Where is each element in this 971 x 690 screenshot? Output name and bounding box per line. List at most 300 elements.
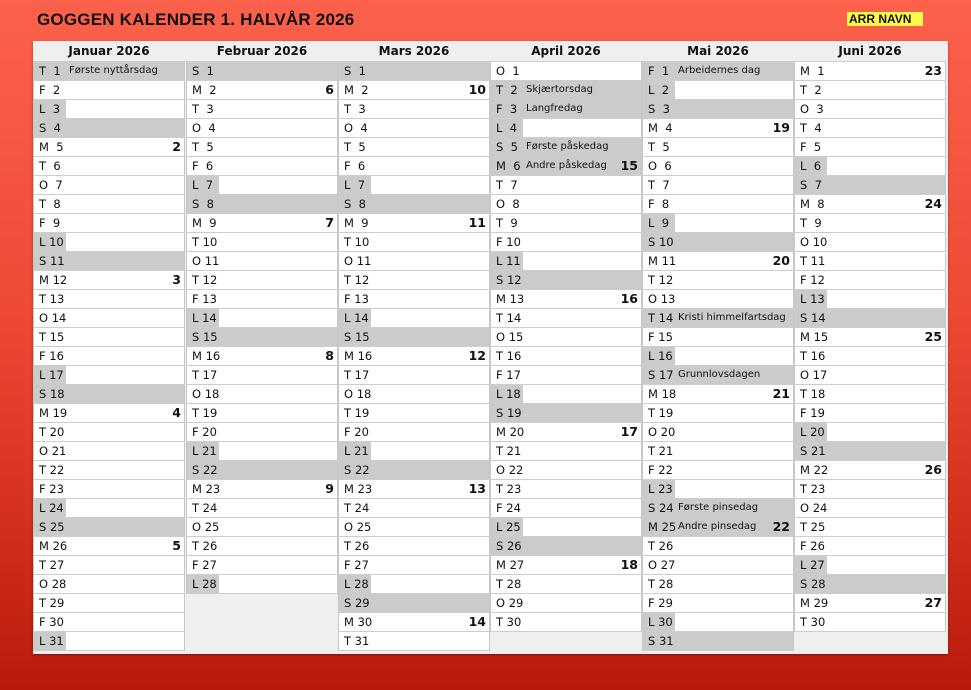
month-column — [338, 41, 490, 651]
day-row[interactable] — [187, 176, 337, 195]
day-row[interactable] — [339, 366, 489, 385]
day-row[interactable] — [643, 518, 793, 537]
day-row[interactable] — [643, 214, 793, 233]
day-label: L 24 — [34, 499, 66, 517]
week-number: 25 — [924, 329, 942, 344]
month-column — [33, 41, 185, 651]
holiday-label: Andre påskedag — [526, 160, 607, 171]
day-row[interactable] — [34, 309, 184, 328]
day-label: S 17 — [648, 368, 674, 382]
day-label: S 25 — [39, 520, 65, 534]
day-label: T 28 — [496, 577, 522, 591]
day-label: F 27 — [344, 558, 369, 572]
day-row[interactable] — [491, 385, 641, 404]
day-label: L 27 — [795, 556, 827, 574]
day-row[interactable] — [34, 100, 184, 119]
day-row[interactable] — [643, 632, 793, 651]
day-row[interactable] — [187, 252, 337, 271]
day-label: F 13 — [192, 292, 217, 306]
day-label: F 9 — [39, 216, 61, 230]
day-row[interactable] — [34, 480, 184, 499]
day-row[interactable] — [491, 309, 641, 328]
day-label: T 20 — [39, 425, 65, 439]
day-row[interactable] — [34, 233, 184, 252]
day-row[interactable] — [187, 233, 337, 252]
day-row[interactable] — [339, 214, 489, 233]
day-label: L 6 — [795, 157, 827, 175]
day-row[interactable] — [795, 233, 945, 252]
day-label: O 20 — [648, 425, 676, 439]
month-title: Mars 2026 — [378, 44, 450, 58]
day-list — [33, 61, 185, 651]
day-row[interactable] — [795, 100, 945, 119]
day-row[interactable] — [643, 309, 793, 328]
day-row[interactable] — [34, 423, 184, 442]
day-label: L 31 — [34, 632, 66, 650]
day-row[interactable] — [187, 575, 337, 594]
day-row[interactable] — [491, 176, 641, 195]
day-row[interactable] — [795, 480, 945, 499]
day-row[interactable] — [339, 119, 489, 138]
day-row[interactable] — [643, 233, 793, 252]
day-row[interactable] — [34, 518, 184, 537]
holiday-label: Langfredag — [526, 103, 583, 114]
day-row[interactable] — [491, 195, 641, 214]
day-row[interactable] — [643, 537, 793, 556]
day-row[interactable] — [643, 157, 793, 176]
day-row[interactable] — [187, 271, 337, 290]
day-label: L 17 — [34, 366, 66, 384]
day-row[interactable] — [643, 176, 793, 195]
day-row[interactable] — [795, 366, 945, 385]
day-row[interactable] — [795, 119, 945, 138]
day-row[interactable] — [187, 347, 337, 366]
day-label: O 29 — [496, 596, 524, 610]
day-row[interactable] — [491, 252, 641, 271]
week-number: 20 — [772, 253, 790, 268]
day-row[interactable] — [187, 404, 337, 423]
week-number: 6 — [325, 82, 334, 97]
day-row[interactable] — [795, 176, 945, 195]
day-label: T 30 — [800, 615, 826, 629]
day-row[interactable] — [643, 100, 793, 119]
day-label: M 6 — [496, 159, 521, 173]
week-number: 12 — [468, 348, 486, 363]
day-label: S 28 — [800, 577, 826, 591]
day-row[interactable] — [339, 176, 489, 195]
day-row[interactable] — [187, 195, 337, 214]
day-row[interactable] — [187, 138, 337, 157]
day-row[interactable] — [491, 442, 641, 461]
day-row[interactable] — [491, 233, 641, 252]
day-row[interactable] — [339, 480, 489, 499]
day-row[interactable] — [795, 328, 945, 347]
day-row[interactable] — [795, 575, 945, 594]
day-row[interactable] — [339, 233, 489, 252]
day-row[interactable] — [491, 81, 641, 100]
day-row[interactable] — [491, 613, 641, 632]
day-row[interactable] — [339, 252, 489, 271]
day-row[interactable] — [339, 594, 489, 613]
day-row[interactable] — [643, 575, 793, 594]
day-row[interactable] — [34, 385, 184, 404]
day-row[interactable] — [795, 461, 945, 480]
day-label: O 24 — [800, 501, 828, 515]
day-row[interactable] — [491, 480, 641, 499]
day-row[interactable] — [34, 195, 184, 214]
day-row[interactable] — [795, 423, 945, 442]
day-label: M 29 — [800, 596, 829, 610]
day-label: M 11 — [648, 254, 677, 268]
day-label: M 9 — [192, 216, 217, 230]
day-row[interactable] — [643, 556, 793, 575]
day-row[interactable] — [795, 290, 945, 309]
day-row[interactable] — [187, 100, 337, 119]
day-label: F 20 — [344, 425, 369, 439]
day-label: T 4 — [800, 121, 822, 135]
week-number: 14 — [468, 614, 486, 629]
day-row[interactable] — [491, 290, 641, 309]
day-row[interactable] — [491, 61, 641, 81]
day-label: F 3 — [496, 102, 518, 116]
day-label: L 3 — [34, 100, 66, 118]
day-row[interactable] — [643, 613, 793, 632]
day-label: T 5 — [192, 140, 214, 154]
day-label: S 11 — [39, 254, 65, 268]
day-label: O 21 — [39, 444, 67, 458]
day-row[interactable] — [795, 385, 945, 404]
day-row[interactable] — [34, 594, 184, 613]
day-row[interactable] — [187, 157, 337, 176]
day-row[interactable] — [187, 290, 337, 309]
day-row[interactable] — [643, 195, 793, 214]
day-row[interactable] — [643, 594, 793, 613]
day-row[interactable] — [643, 461, 793, 480]
day-label: T 3 — [192, 102, 214, 116]
day-row[interactable] — [34, 61, 184, 81]
month-column — [794, 41, 946, 632]
day-row[interactable] — [187, 309, 337, 328]
day-label: O 7 — [39, 178, 63, 192]
day-row[interactable] — [339, 61, 489, 81]
day-label: T 2 — [496, 83, 518, 97]
day-row[interactable] — [643, 499, 793, 518]
day-label: F 27 — [192, 558, 217, 572]
day-label: O 18 — [344, 387, 372, 401]
day-label: O 27 — [648, 558, 676, 572]
day-row[interactable] — [643, 119, 793, 138]
day-label: O 18 — [192, 387, 220, 401]
week-number: 13 — [468, 481, 486, 496]
day-row[interactable] — [491, 537, 641, 556]
day-row[interactable] — [34, 290, 184, 309]
day-row[interactable] — [643, 480, 793, 499]
day-row[interactable] — [187, 461, 337, 480]
day-row[interactable] — [34, 461, 184, 480]
day-list — [490, 61, 642, 632]
day-row[interactable] — [795, 518, 945, 537]
day-label: M 26 — [39, 539, 68, 553]
day-label: M 25 — [648, 520, 677, 534]
day-row[interactable] — [339, 404, 489, 423]
day-row[interactable] — [491, 575, 641, 594]
day-row[interactable] — [34, 271, 184, 290]
day-row[interactable] — [187, 328, 337, 347]
day-row[interactable] — [34, 157, 184, 176]
day-label: T 11 — [800, 254, 826, 268]
day-label: S 4 — [39, 121, 61, 135]
day-row[interactable] — [795, 252, 945, 271]
day-row[interactable] — [339, 556, 489, 575]
day-row[interactable] — [795, 61, 945, 81]
day-row[interactable] — [491, 347, 641, 366]
day-row[interactable] — [795, 81, 945, 100]
day-row[interactable] — [34, 347, 184, 366]
day-row[interactable] — [795, 594, 945, 613]
day-row[interactable] — [795, 404, 945, 423]
day-row[interactable] — [491, 214, 641, 233]
day-label: O 13 — [648, 292, 676, 306]
day-row[interactable] — [491, 138, 641, 157]
day-row[interactable] — [795, 214, 945, 233]
day-label: O 11 — [344, 254, 372, 268]
day-row[interactable] — [643, 61, 793, 81]
day-row[interactable] — [339, 81, 489, 100]
day-row[interactable] — [491, 461, 641, 480]
day-row[interactable] — [339, 499, 489, 518]
day-label: M 27 — [496, 558, 525, 572]
day-row[interactable] — [339, 537, 489, 556]
day-label: T 9 — [496, 216, 518, 230]
day-row[interactable] — [339, 461, 489, 480]
day-row[interactable] — [491, 518, 641, 537]
day-label: T 1 — [39, 64, 61, 78]
day-label: T 10 — [192, 235, 218, 249]
day-row[interactable] — [34, 575, 184, 594]
day-row[interactable] — [187, 480, 337, 499]
day-label: T 5 — [648, 140, 670, 154]
month-title: April 2026 — [531, 44, 601, 58]
day-row[interactable] — [339, 442, 489, 461]
day-label: S 29 — [344, 596, 370, 610]
day-row[interactable] — [339, 385, 489, 404]
day-label: T 26 — [192, 539, 218, 553]
holiday-label: Første påskedag — [526, 141, 609, 152]
day-label: T 12 — [192, 273, 218, 287]
month-title: Juni 2026 — [838, 44, 902, 58]
day-row[interactable] — [643, 404, 793, 423]
day-row[interactable] — [491, 499, 641, 518]
day-label: L 18 — [491, 385, 523, 403]
day-row[interactable] — [643, 442, 793, 461]
day-row[interactable] — [34, 404, 184, 423]
day-row[interactable] — [187, 81, 337, 100]
day-label: T 12 — [344, 273, 370, 287]
week-number: 27 — [924, 595, 942, 610]
day-row[interactable] — [187, 423, 337, 442]
day-label: S 1 — [192, 64, 214, 78]
day-row[interactable] — [339, 632, 489, 651]
day-row[interactable] — [339, 347, 489, 366]
day-row[interactable] — [795, 556, 945, 575]
day-row[interactable] — [795, 138, 945, 157]
week-number: 19 — [772, 120, 790, 135]
day-row[interactable] — [643, 138, 793, 157]
day-row[interactable] — [643, 290, 793, 309]
day-row[interactable] — [643, 347, 793, 366]
day-row[interactable] — [339, 518, 489, 537]
day-row[interactable] — [187, 556, 337, 575]
day-label: T 28 — [648, 577, 674, 591]
day-label: F 29 — [648, 596, 673, 610]
day-row[interactable] — [643, 366, 793, 385]
day-row[interactable] — [34, 632, 184, 651]
day-label: F 30 — [39, 615, 64, 629]
day-label: L 14 — [187, 309, 219, 327]
holiday-label: Første nyttårsdag — [69, 65, 158, 76]
day-row[interactable] — [795, 613, 945, 632]
day-list — [794, 61, 946, 632]
day-label: T 22 — [39, 463, 65, 477]
week-number: 21 — [772, 386, 790, 401]
day-row[interactable] — [491, 328, 641, 347]
day-row[interactable] — [34, 556, 184, 575]
day-row[interactable] — [339, 613, 489, 632]
day-row[interactable] — [491, 594, 641, 613]
day-row[interactable] — [34, 214, 184, 233]
day-row[interactable] — [339, 157, 489, 176]
month-column — [186, 41, 338, 594]
day-row[interactable] — [643, 328, 793, 347]
day-row[interactable] — [34, 537, 184, 556]
month-title: Januar 2026 — [68, 44, 150, 58]
week-number: 24 — [924, 196, 942, 211]
week-number: 17 — [620, 424, 638, 439]
day-row[interactable] — [795, 309, 945, 328]
day-row[interactable] — [34, 499, 184, 518]
day-row[interactable] — [491, 556, 641, 575]
day-row[interactable] — [34, 119, 184, 138]
day-label: S 21 — [800, 444, 826, 458]
day-label: T 19 — [648, 406, 674, 420]
day-label: L 9 — [643, 214, 675, 232]
day-label: M 12 — [39, 273, 68, 287]
day-row[interactable] — [643, 423, 793, 442]
day-label: O 15 — [496, 330, 524, 344]
day-label: T 29 — [39, 596, 65, 610]
day-row[interactable] — [491, 423, 641, 442]
day-label: T 14 — [648, 311, 674, 325]
day-row[interactable] — [187, 61, 337, 81]
day-label: T 7 — [496, 178, 518, 192]
day-row[interactable] — [34, 328, 184, 347]
day-row[interactable] — [34, 366, 184, 385]
day-label: M 19 — [39, 406, 68, 420]
day-label: O 25 — [192, 520, 220, 534]
day-row[interactable] — [491, 404, 641, 423]
day-row[interactable] — [34, 613, 184, 632]
day-row[interactable] — [795, 271, 945, 290]
day-label: L 21 — [339, 442, 371, 460]
day-label: S 3 — [648, 102, 670, 116]
day-row[interactable] — [795, 157, 945, 176]
day-label: S 31 — [648, 634, 674, 648]
day-label: F 24 — [496, 501, 521, 515]
day-label: O 4 — [344, 121, 368, 135]
day-row[interactable] — [491, 119, 641, 138]
day-label: M 16 — [192, 349, 221, 363]
day-row[interactable] — [795, 537, 945, 556]
day-label: L 10 — [34, 233, 66, 251]
week-number: 22 — [772, 519, 790, 534]
day-row[interactable] — [34, 176, 184, 195]
day-row[interactable] — [187, 442, 337, 461]
day-row[interactable] — [34, 252, 184, 271]
day-row[interactable] — [187, 537, 337, 556]
day-row[interactable] — [643, 385, 793, 404]
day-label: F 17 — [496, 368, 521, 382]
day-label: T 5 — [344, 140, 366, 154]
day-label: M 30 — [344, 615, 373, 629]
day-row[interactable] — [795, 195, 945, 214]
day-label: S 22 — [192, 463, 218, 477]
holiday-label: Første pinsedag — [678, 502, 759, 513]
day-label: T 26 — [648, 539, 674, 553]
day-row[interactable] — [795, 499, 945, 518]
day-row[interactable] — [187, 385, 337, 404]
day-row[interactable] — [491, 157, 641, 176]
day-label: S 14 — [800, 311, 826, 325]
day-row[interactable] — [643, 252, 793, 271]
day-row[interactable] — [491, 271, 641, 290]
day-list — [186, 61, 338, 594]
day-row[interactable] — [187, 518, 337, 537]
day-row[interactable] — [795, 442, 945, 461]
day-row[interactable] — [339, 328, 489, 347]
day-label: M 2 — [192, 83, 217, 97]
day-row[interactable] — [339, 423, 489, 442]
day-label: L 2 — [643, 81, 675, 99]
day-row[interactable] — [339, 138, 489, 157]
organizer-name-badge: ARR NAVN — [847, 12, 923, 26]
day-row[interactable] — [187, 499, 337, 518]
day-row[interactable] — [339, 290, 489, 309]
day-row[interactable] — [643, 81, 793, 100]
day-row[interactable] — [339, 100, 489, 119]
day-row[interactable] — [339, 271, 489, 290]
day-row[interactable] — [339, 195, 489, 214]
day-row[interactable] — [491, 100, 641, 119]
day-row[interactable] — [643, 271, 793, 290]
week-number: 10 — [468, 82, 486, 97]
day-label: O 22 — [496, 463, 524, 477]
day-row[interactable] — [491, 366, 641, 385]
day-row[interactable] — [187, 214, 337, 233]
day-row[interactable] — [187, 119, 337, 138]
day-row[interactable] — [34, 442, 184, 461]
day-row[interactable] — [34, 138, 184, 157]
day-row[interactable] — [339, 575, 489, 594]
day-label: S 8 — [344, 197, 366, 211]
day-row[interactable] — [339, 309, 489, 328]
day-row[interactable] — [34, 81, 184, 100]
day-label: M 9 — [344, 216, 369, 230]
day-row[interactable] — [187, 366, 337, 385]
week-number: 11 — [468, 215, 486, 230]
day-label: L 11 — [491, 252, 523, 270]
day-row[interactable] — [795, 347, 945, 366]
day-label: T 19 — [344, 406, 370, 420]
